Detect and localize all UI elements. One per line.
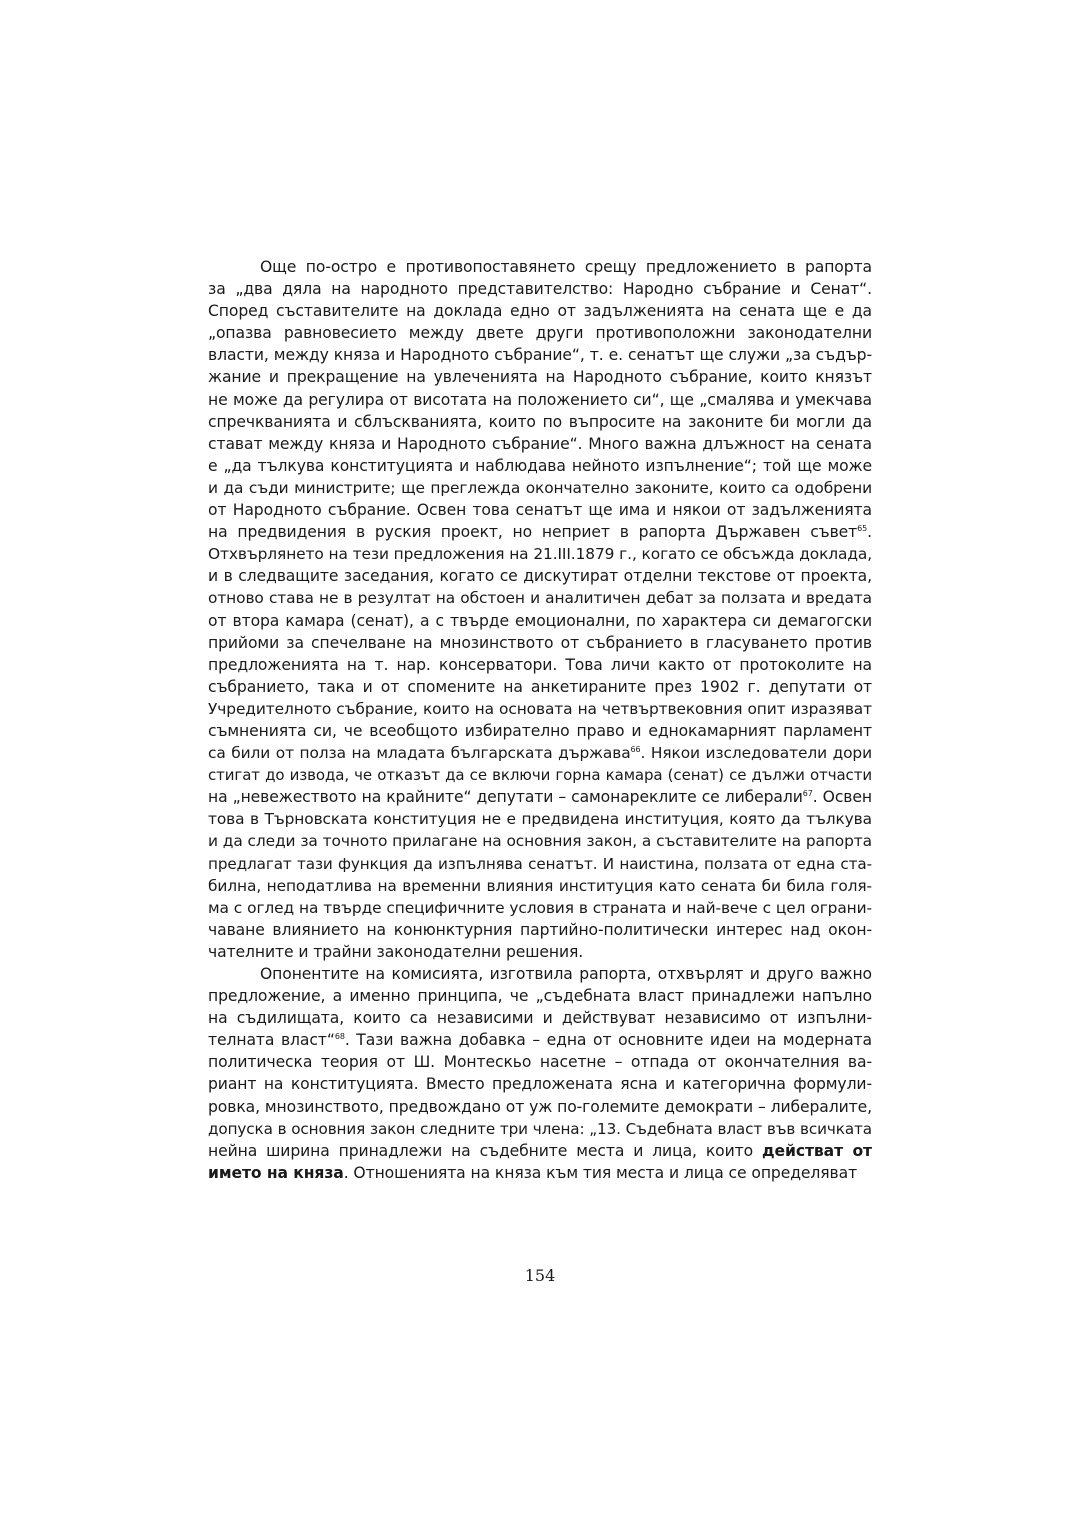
text-line xyxy=(208,521,872,543)
text-segment: нейна ширина принадлежи на съдебните места и лица, които xyxy=(208,1141,754,1160)
text-segment: на „невежеството на крайните“ депутати – самонареклите се либерали xyxy=(208,788,803,807)
text-line: съмненията си, че всеобщото избирателно право и еднокамарният парламент xyxy=(208,721,872,740)
text-line: отново става не в резултат на обстоен и аналитичен дебат за ползата и вредата xyxy=(208,589,872,608)
text-line xyxy=(208,1162,872,1184)
text-line: ровка, мнозинството, предвождано от уж по-големите демократи – либералите, xyxy=(208,1097,872,1116)
footnote-ref[interactable]: 68 xyxy=(334,1032,345,1042)
text-segment: . xyxy=(867,523,872,542)
text-line: жание и прекращение на увлеченията на Народното събрание, които князът xyxy=(208,368,872,387)
text-line: за „два дяла на народното представителство: Народно събрание и Сенат“. xyxy=(208,280,872,299)
text-line: от Народното събрание. Освен това сенатът ще има и някои от задълженията xyxy=(208,501,872,520)
text-segment: са били от полза на младата българската държава xyxy=(208,744,631,763)
text-line: Отхвърлянето на тези предложения на 21.III.1879 г., когато се обсъжда доклада, xyxy=(208,545,872,564)
text-line: чаване влиянието на конюнктурния партийно-политически интерес над окон- xyxy=(208,920,872,939)
text-line xyxy=(208,742,872,764)
text-segment: . Отношенията на княза към тия места и лица се определяват xyxy=(343,1163,858,1182)
footnote-ref[interactable]: 65 xyxy=(857,523,868,533)
text-line: ма с оглед на твърде специфичните условия в страната и най-вече с цел ограни- xyxy=(208,898,872,917)
body-text xyxy=(208,256,872,1184)
text-line: власти, между княза и Народното събрание“, т. е. сенатът ще служи „за съдър- xyxy=(208,346,872,365)
text-line: чателните и трайни законодателни решения. xyxy=(208,942,584,961)
text-line: стават между княза и Народното събрание“. Много важна длъжност на сената xyxy=(208,434,872,453)
text-segment: . Някои изследователи дори xyxy=(640,744,872,763)
bold-text: действат от xyxy=(762,1141,873,1160)
text-line: риант на конституцията. Вместо предложената ясна и категорична формули- xyxy=(208,1075,872,1094)
text-line: стигат до извода, че отказът да се включи горна камара (сенат) се дължи отчасти xyxy=(208,766,872,785)
bold-text: името на княза xyxy=(208,1163,344,1182)
text-line: на съдилищата, които са независими и действуват независимо от изпълни- xyxy=(208,1009,872,1028)
text-line: „опазва равновесието между двете други противоположни законодателни xyxy=(208,324,872,343)
text-line: това в Търновската конституция не е предвидена институция, която да тълкува xyxy=(208,810,872,829)
text-line: събранието, така и от спомените на анкетираните през 1902 г. депутати от xyxy=(208,677,872,696)
text-line: политическа теория от Ш. Монтескьо насетне – отпада от окончателния ва- xyxy=(208,1053,872,1072)
footnote-ref[interactable]: 67 xyxy=(802,789,813,799)
text-segment: на предвидения в руския проект, но неприет в рапорта Държавен съвет xyxy=(208,523,858,542)
text-line: и да съди министрите; ще преглежда окончателно законите, които са одобрени xyxy=(208,478,872,497)
text-line: предложение, а именно принципа, че „съдебната власт принадлежи напълно xyxy=(208,987,872,1006)
page-number: 154 xyxy=(524,1266,556,1285)
text-line: предложенията на т. нар. консерватори. Това личи както от протоколите на xyxy=(208,655,872,674)
text-line: спречкванията и сблъскванията, които по въпросите на законите би могли да xyxy=(208,412,872,431)
text-line: Според съставителите на доклада едно от задълженията на сената ще е да xyxy=(208,302,872,321)
text-line xyxy=(208,1029,872,1051)
footnote-ref[interactable]: 66 xyxy=(630,744,641,754)
text-line xyxy=(208,786,872,808)
text-segment: . Освен xyxy=(812,788,872,807)
text-line: е „да тълкува конституцията и наблюдава нейното изпълнение“; той ще може xyxy=(208,456,872,475)
text-line: предлагат тази функция да изпълнява сенатът. И наистина, ползата от една ста- xyxy=(208,854,872,873)
text-line xyxy=(208,1140,872,1162)
text-line: Учредителното събрание, които на основата на четвъртвековния опит изразяват xyxy=(208,699,872,718)
text-line: и да следи за точното прилагане на основния закон, а съставителите на рапорта xyxy=(208,832,872,851)
text-segment: . Тази важна добавка – една от основните идеи на модерната xyxy=(344,1031,872,1050)
text-line: билна, неподатлива на временни влияния институция като сената би била голя- xyxy=(208,876,872,895)
text-line: прийоми за спечелване на мнозинството от събранието в гласуването против xyxy=(208,633,872,652)
text-line: допуска в основния закон следните три члена: „13. Съдебната власт във всичката xyxy=(208,1119,872,1138)
text-line: не може да регулира от висотата на положението си“, ще „смалява и умекчава xyxy=(208,390,872,409)
text-segment: телната власт“ xyxy=(208,1031,335,1050)
text-line: Опонентите на комисията, изготвила рапорта, отхвърлят и друго важно xyxy=(260,965,872,983)
text-line: от втора камара (сенат), а с твърде емоционални, по характера си демагогски xyxy=(208,611,872,630)
text-line: Още по-остро е противопоставянето срещу предложението в рапорта xyxy=(260,258,872,276)
text-line: и в следващите заседания, когато се дискутират отделни текстове от проекта, xyxy=(208,567,872,586)
